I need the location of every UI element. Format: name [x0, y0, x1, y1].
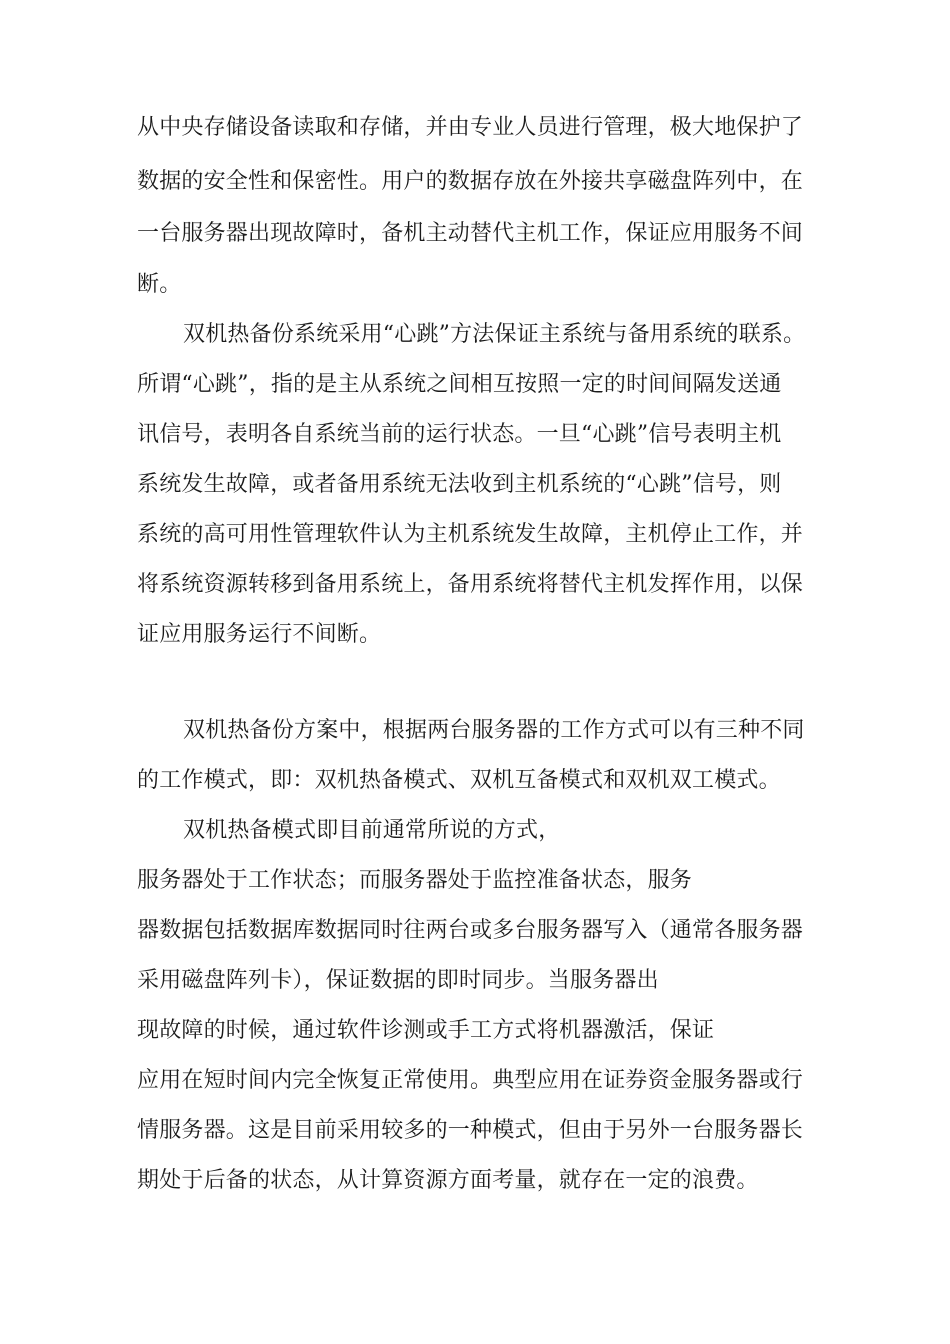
text-line: 数据的安全性和保密性。用户的数据存放在外接共享磁盘阵列中，在 — [137, 169, 804, 194]
paragraph-first-line: 双机热备模式即目前通常所说的方式， — [183, 818, 561, 843]
paragraph-first-line: 双机热备份系统采用“心跳”方法保证主系统与备用系统的联系。 — [183, 322, 806, 347]
text-line: 从中央存储设备读取和存储，并由专业人员进行管理，极大地保护了 — [137, 115, 804, 140]
text-line: 的工作模式，即：双机热备模式、双机互备模式和双机双工模式。 — [137, 768, 781, 793]
text-line: 现故障的时候，通过软件诊测或手工方式将机器激活，保证 — [137, 1018, 715, 1043]
text-line: 讯信号，表明各自系统当前的运行状态。一旦“心跳”信号表明主机 — [137, 422, 782, 447]
text-line: 系统的高可用性管理软件认为主机系统发生故障，主机停止工作，并 — [137, 522, 804, 547]
text-line: 器数据包括数据库数据同时往两台或多台服务器写入（通常各服务器 — [137, 918, 804, 943]
text-line: 系统发生故障，或者备用系统无法收到主机系统的“心跳”信号，则 — [137, 472, 782, 497]
text-line: 断。 — [137, 272, 182, 297]
text-line: 一台服务器出现故障时，备机主动替代主机工作，保证应用服务不间 — [137, 221, 804, 246]
text-line: 情服务器。这是目前采用较多的一种模式，但由于另外一台服务器长 — [137, 1118, 804, 1143]
paragraph-first-line: 双机热备份方案中，根据两台服务器的工作方式可以有三种不同 — [183, 718, 805, 743]
text-line: 将系统资源转移到备用系统上，备用系统将替代主机发挥作用，以保 — [137, 572, 804, 597]
text-line: 证应用服务运行不间断。 — [137, 622, 382, 647]
text-line: 期处于后备的状态，从计算资源方面考量，就存在一定的浪费。 — [137, 1168, 759, 1193]
text-line: 采用磁盘阵列卡），保证数据的即时同步。当服务器出 — [137, 968, 659, 993]
text-line: 应用在短时间内完全恢复正常使用。典型应用在证券资金服务器或行 — [137, 1068, 804, 1093]
text-line: 服务器处于工作状态；而服务器处于监控准备状态，服务 — [137, 868, 693, 893]
text-line: 所谓“心跳”，指的是主从系统之间相互按照一定的时间间隔发送通 — [137, 372, 782, 397]
